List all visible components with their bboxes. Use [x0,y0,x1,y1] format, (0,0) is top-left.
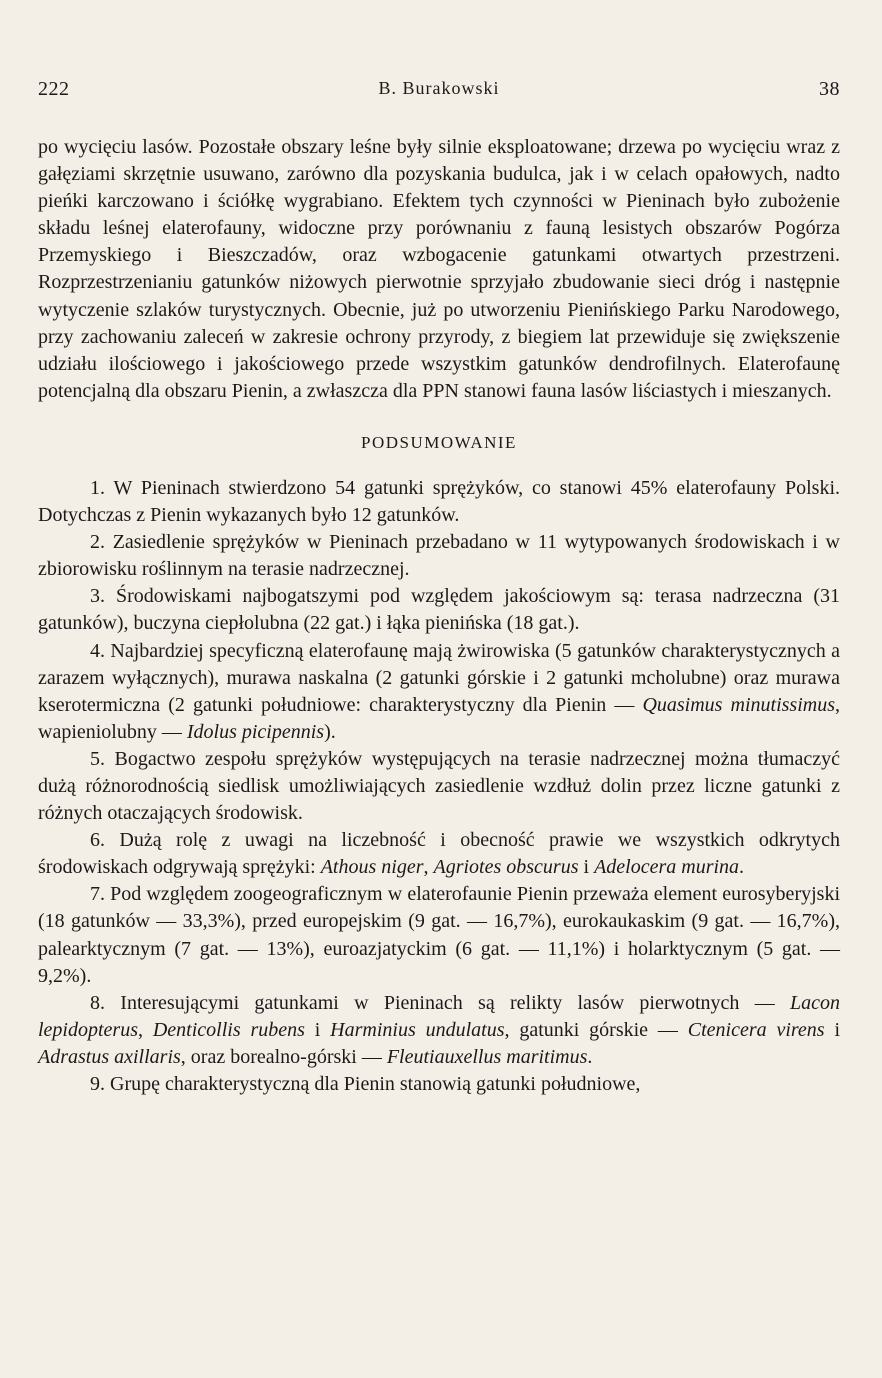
page-number: 222 [38,78,70,100]
running-head-author: B. Burakowski [378,78,500,98]
species-name: Agriotes obscurus [433,856,579,879]
species-name: Fleutiauxellus maritimus [386,1045,588,1068]
item-text: 6. Dużą rolę z uwagi na liczebność i obecność prawie we wszystkich odkrytych środowiskach odgrywają sprężyki: [38,829,840,879]
summary-item-3: 3. Środowiskami najbogatszymi pod względem jakościowym są: terasa nadrzeczna (31 gatunków), buczyna ciepłolubna (22 gat.) i łąka pienińska (18 gat.). [38,585,840,635]
summary-item-7: 7. Pod względem zoogeograficznym w elaterofaunie Pienin przeważa element eurosyberyjski (18 gatunków — 33,3%), przed europejskim (9 gat. — 16,7%), eurokaukaskim (9 gat. — 16,7%), palearktycznym (7 gat. — 13%), euroazjatyckim (6 gat. — 11,1%) i holarktycznym (5 gat. — 9,2%). [38,883,840,987]
volume-number: 38 [819,78,840,100]
item-text: i [304,1018,331,1041]
item-text: i [578,856,595,879]
item-text: , wapieniolubny — [38,693,840,743]
intro-paragraph: po wycięciu lasów. Pozostałe obszary leśne były silnie eksploatowane; drzewa po wycięciu wraz z gałęziami skrzętnie usuwano, zarówno dla pozyskania budulca, jak i w celach opałowych, nadto pieńki karczowano i ściółkę wygrabiano. Efektem tych czynności w Pieninach było zubożenie składu leśnej elaterofauny, widoczne przy porównaniu z fauną lesistych obszarów Pogórza Przemyskiego i Bieszczadów, oraz wzbogacenie gatunkami otwartych przestrzeni. Rozprzestrzenianiu gatunków niżowych pierwotnie sprzyjało zbudowanie sieci dróg i następnie wytyczenie szlaków turystycznych. Obecnie, już po utworzeniu Pienińskiego Parku Narodowego, przy zachowaniu zaleceń w zakresie ochrony przyrody, z biegiem lat przewiduje się zwiększenie udziału ilościowego i jakościowego przede wszystkim gatunków dendrofilnych. Elaterofaunę potencjalną dla obszaru Pienin, a zwłaszcza dla PPN stanowi fauna lasów liściastych i mieszanych. [38,136,840,402]
species-name: Ctenicera virens [687,1018,825,1041]
species-name: Harminius undulatus [330,1018,505,1041]
summary-item-9: 9. Grupę charakterystyczną dla Pienin stanowią gatunki południowe, [90,1073,641,1095]
species-name: Denticollis rubens [152,1018,305,1041]
summary-item-6 [38,827,840,881]
item-text: . [739,856,745,879]
section-title: PODSUMOWANIE [361,432,517,452]
species-name: Adrastus axillaris [38,1045,181,1068]
summary-item-8 [38,990,840,1071]
item-text: , oraz borealno-górski — [180,1045,387,1068]
summary-item-4 [38,638,840,746]
item-text: ). [324,720,336,743]
item-text: i [824,1018,840,1041]
species-name: Athous niger [320,856,424,879]
item-text: 4. Najbardziej specyficzną elaterofaunę mają żwirowiska (5 gatunków charakterystycznych a zarazem wyłącznych), murawa naskalna (2 gatunki górskie i 2 gatunki mcholubne) oraz murawa kserotermiczna (2 gatunki południowe: charakterystyczny dla Pienin — [38,639,840,716]
item-text: , gatunki górskie — [504,1018,688,1041]
item-text: 8. Interesującymi gatunkami w Pieninach są relikty lasów pierwotnych — [90,991,790,1014]
species-name: Idolus picipennis [186,720,325,743]
summary-item-1: 1. W Pieninach stwierdzono 54 gatunki sprężyków, co stanowi 45% elaterofauny Polski. Dotychczas z Pienin wykazanych było 12 gatunków. [38,476,840,527]
summary-item-2: 2. Zasiedlenie sprężyków w Pieninach przebadano w 11 wytypowanych środowiskach i w zbiorowisku roślinnym na terasie nadrzecznej. [38,531,840,581]
species-name: Quasimus minutissimus [642,693,835,716]
item-text: , [423,856,434,879]
species-name: Lacon lepidopterus [38,991,840,1041]
summary-item-5: 5. Bogactwo zespołu sprężyków występujących na terasie nadrzecznej można tłumaczyć dużą różnorodnością siedlisk umożliwiających zasiedlenie wzdłuż dolin przez liczne gatunki z różnych otaczających środowisk. [38,747,840,825]
species-name: Adelocera murina [594,856,740,879]
item-text: . [587,1045,593,1068]
item-text: , [138,1018,153,1041]
page-body [38,134,840,1098]
page-header [38,78,840,108]
